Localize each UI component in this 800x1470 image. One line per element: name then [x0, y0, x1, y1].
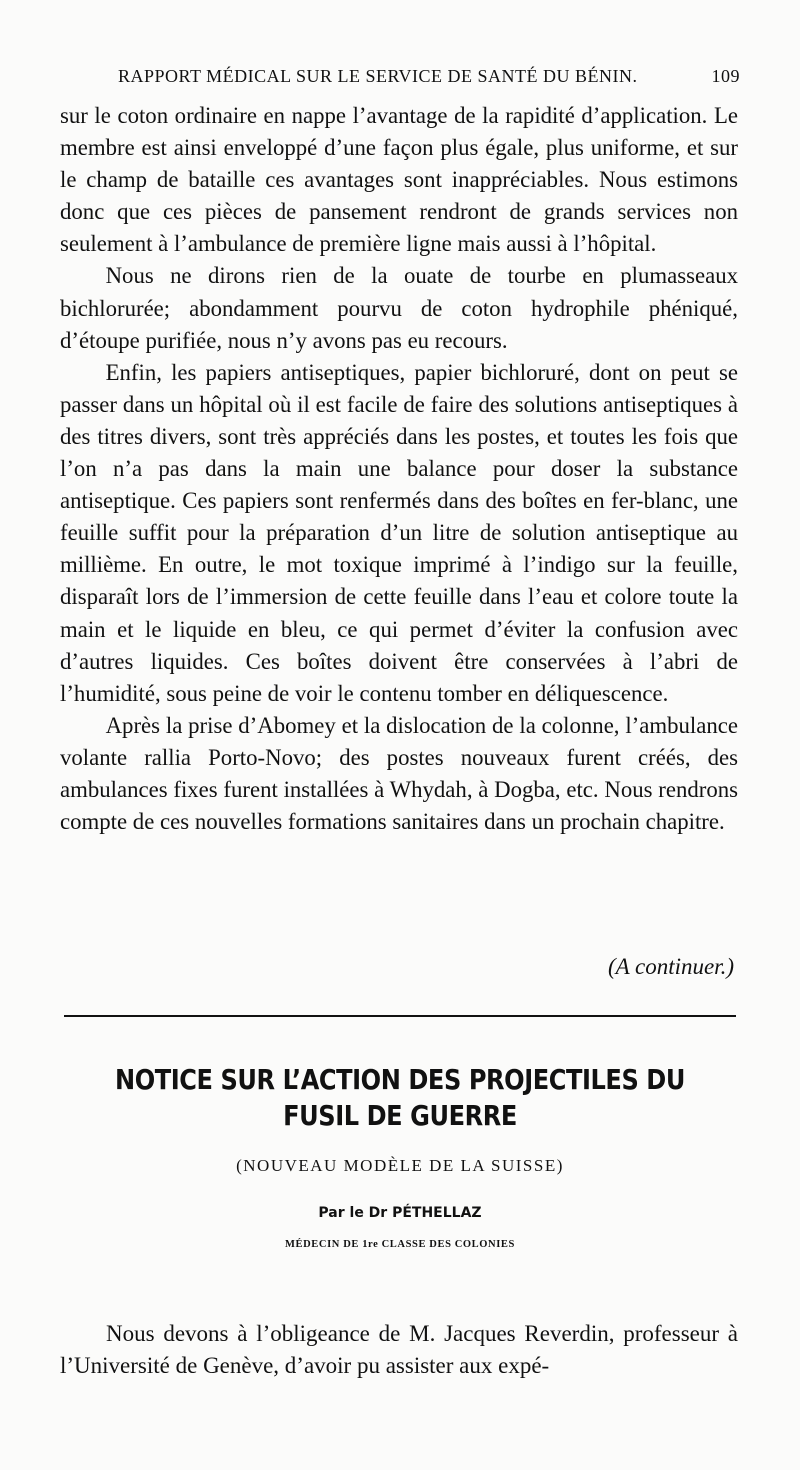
continue-note: (A continuer.) [607, 954, 734, 979]
author-title: MÉDECIN DE 1re CLASSE DES COLONIES [285, 1239, 515, 1250]
paragraph: Nous ne dirons rien de la ouate de tourbe en plumasseaux bichlorurée; abondamment pourvu de coton hydrophile phéniqué, d’étoupe purifiée, nous n’y avons pas eu recours. [60, 263, 738, 353]
running-head-title: RAPPORT MÉDICAL SUR LE SERVICE DE SANTÉ DU BÉNIN. [118, 66, 638, 86]
notice-subtitle: (NOUVEAU MODÈLE DE LA SUISSE) [236, 1156, 564, 1175]
intro-paragraph: Nous devons à l’obligeance de M. Jacques Reverdin, professeur à l’Université de Genève, d’avoir pu assister aux expé- [60, 1321, 738, 1378]
section-divider [64, 1015, 736, 1017]
notice-title: NOTICE SUR L’ACTION DES PROJECTILES DU FUSIL DE GUERRE [114, 1063, 685, 1132]
body-text [60, 100, 738, 838]
page-number: 109 [711, 66, 740, 86]
paragraph: sur le coton ordinaire en nappe l’avantage de la rapidité d’application. Le membre est ainsi enveloppé d’une façon plus égale, plus uniforme, et sur le champ de bataille ces avantages sont inappréciables. Nous estimons donc que ces pièces de pansement rendront de grands services non seulement à l’ambulance de première ligne mais aussi à l’hôpital. [60, 103, 738, 257]
author-line: Par le Dr PÉTHELLAZ [318, 1205, 482, 1221]
running-head [118, 66, 740, 87]
paragraph: Après la prise d’Abomey et la dislocation de la colonne, l’ambulance volante rallia Porto-Novo; des postes nouveaux furent créés, des ambulances fixes furent installées à Whydah, à Dogba, etc. Nous rendrons compte de ces nouvelles formations sanitaires dans un prochain chapitre. [60, 712, 738, 835]
paragraph: Enfin, les papiers antiseptiques, papier bichloruré, dont on peut se passer dans un hôpital où il est facile de faire des solutions antiseptiques à des titres divers, sont très appréciés dans les postes, et toutes les fois que l’on n’a pas dans la main une balance pour doser la substance antiseptique. Ces papiers sont renfermés dans des boîtes en fer-blanc, une feuille suffit pour la préparation d’un litre de solution antiseptique au millième. En outre, le mot toxique imprimé à l’indigo sur la feuille, disparaît lors de l’immersion de cette feuille dans l’eau et colore toute la main et le liquide en bleu, ce qui permet d’éviter la confusion avec d’autres liquides. Ces boîtes doivent être conservées à l’abri de l’humidité, sous peine de voir le contenu tomber en déliquescence. [60, 359, 738, 706]
